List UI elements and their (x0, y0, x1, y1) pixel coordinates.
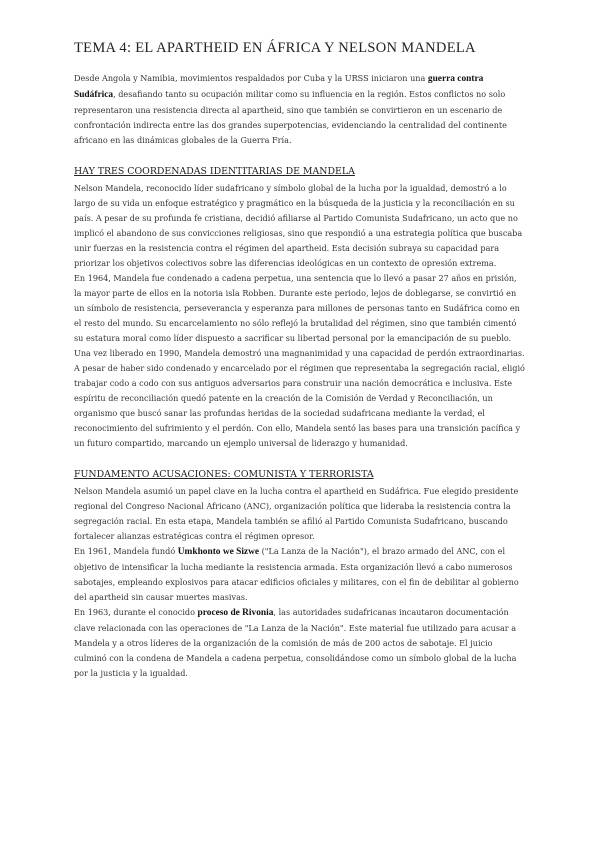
paragraph-3-text-1: En 1963, durante el conocido (74, 607, 198, 617)
section-identity-paragraph-1: Nelson Mandela, reconocido líder sudafricano y símbolo global de la lucha por la igualdad, demostró a lo largo de su vida un enfoque estratégico y pragmático en la búsqueda de la justicia y la reconciliación en su país. A pesar de su profunda fe cristiana, decidió afiliarse al Partido Comunista Sudafricano, un acto que no implicó el abandono de sus convicciones religiosas, sino que respondió a una estrategia política que buscaba unir fuerzas en la resistencia contra el régimen del apartheid. Esta decisión subraya su capacidad para priorizar los objetivos colectivos sobre las diferencias ideológicas en un contexto de opresión extrema. (74, 183, 523, 268)
section-accusations-paragraph-1: Nelson Mandela asumió un papel clave en la lucha contra el apartheid en Sudáfrica. Fue elegido presidente regional del Congreso Nacional Africano (ANC), organización política que lideraba la resistencia contra la segregación racial. En esta etapa, Mandela también se afilió al Partido Comunista Sudafricano, buscando fortalecer alianzas estratégicas contra el régimen opresor. (74, 486, 519, 541)
section-accusations (74, 467, 526, 681)
section-identity-paragraph-3: Una vez liberado en 1990, Mandela demostró una magnanimidad y una capacidad de perdón extraordinarias. A pesar de haber sido condenado y encarcelado por el régimen que representaba la segregación racial, eligió trabajar codo a codo con sus antiguos adversarios para construir una nación democrática e inclusiva. Este espíritu de reconciliación quedó patente en la creación de la Comisión de Verdad y Reconciliación, un organismo que buscó sanar las profundas heridas de la sociedad sudafricana mediante la verdad, el reconocimiento del sufrimiento y el perdón. Con ello, Mandela sentó las bases para una transición pacífica y un futuro compartido, marcando un ejemplo universal de liderazgo y humanidad. (74, 348, 525, 448)
paragraph-2-text-1: En 1961, Mandela fundó (74, 546, 178, 556)
intro-paragraph (74, 71, 526, 148)
section-identity-heading: HAY TRES COORDENADAS IDENTITARIAS DE MANDELA (74, 166, 355, 177)
page-title: TEMA 4: EL APARTHEID EN ÁFRICA Y NELSON MANDELA (74, 40, 476, 56)
section-identity-paragraph-2: En 1964, Mandela fue condenado a cadena perpetua, una sentencia que lo llevó a pasar 27 años en prisión, la mayor parte de ellos en la notoria isla Robben. Durante este periodo, lejos de doblegarse, se convirtió en un símbolo de resistencia, perseverancia y esperanza para millones de personas tanto en Sudáfrica como en el resto del mundo. Su encarcelamiento no sólo reflejó la brutalidad del régimen, sino que también cimentó su estatura moral como líder dispuesto a sacrificar su libertad personal por la emancipación de su pueblo. (74, 273, 520, 343)
umkhonto-bold-term: Umkhonto we Sizwe (177, 547, 260, 557)
section-accusations-paragraph-3 (74, 605, 526, 681)
intro-text-2: , desafiando tanto su ocupación militar como su influencia en la región. Estos conflictos no solo representaron una resistencia directa al apartheid, sino que también se convirtieron en un escenario de confrontación indirecta entre las dos grandes superpotencias, evidenciando la centralidad del continente africano en las dinámicas globales de la Guerra Fría. (74, 89, 507, 145)
rivonia-bold-term: proceso de Rivonia (197, 608, 274, 618)
intro-bold-term: guerra contra Sudáfrica (74, 74, 484, 100)
section-identity (74, 164, 526, 451)
section-accusations-heading: FUNDAMENTO ACUSACIONES: COMUNISTA Y TERRORISTA (74, 469, 374, 480)
section-accusations-paragraph-2 (74, 544, 526, 605)
paragraph-3-text-2: , las autoridades sudafricanas incautaron documentación clave relacionada con las operaciones de "La Lanza de la Nación". Este material fue utilizado para acusar a Mandela y a otros líderes de la organización de la comisión de más de 200 actos de sabotaje. El juicio culminó con la condena de Mandela a cadena perpetua, consolidándose como un símbolo global de la lucha por la justicia y la igualdad. (74, 607, 517, 678)
paragraph-2-text-2: ("La Lanza de la Nación"), el brazo armado del ANC, con el objetivo de intensificar la lucha mediante la resistencia armada. Esta organización llevó a cabo numerosos sabotajes, empleando explosivos para atacar edificios oficiales y militares, con el fin de debilitar al gobierno del apartheid sin causar muertes masivas. (74, 546, 519, 602)
intro-text-1: Desde Angola y Namibia, movimientos respaldados por Cuba y la URSS iniciaron una (74, 73, 428, 83)
